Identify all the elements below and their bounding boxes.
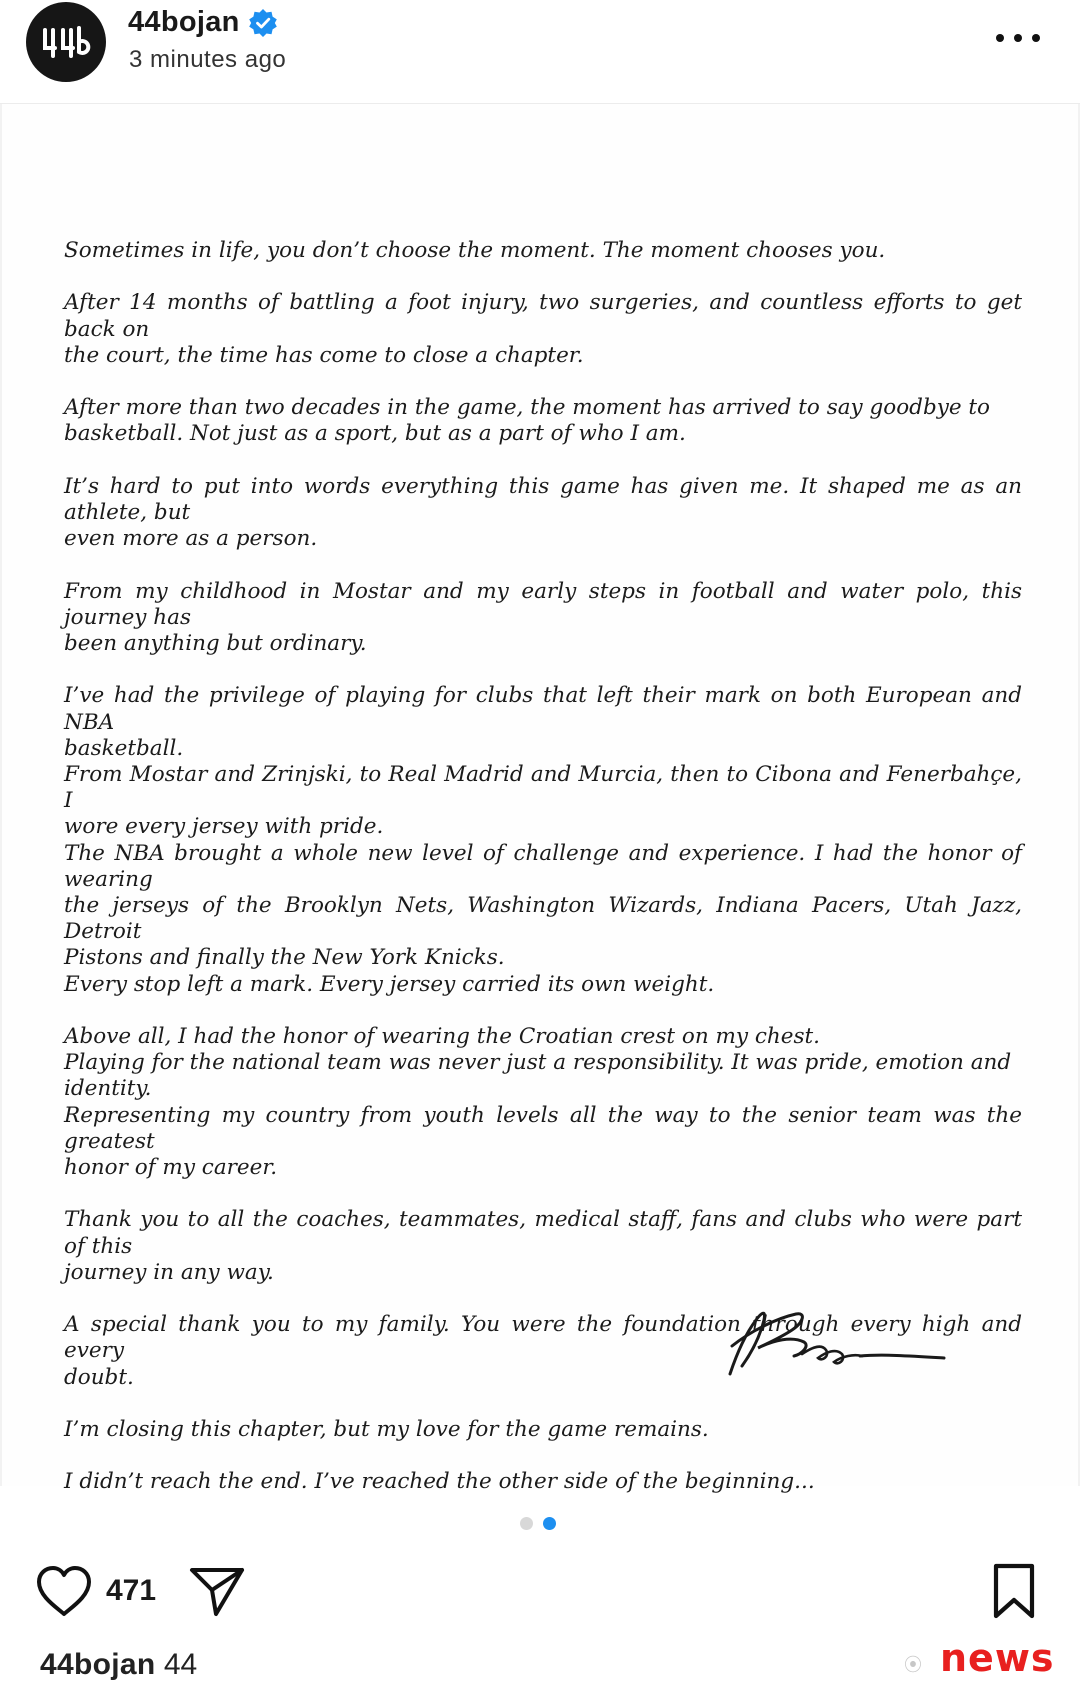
- username[interactable]: 44bojan: [128, 6, 240, 38]
- post-caption: [40, 1648, 197, 1682]
- verified-badge-icon: [248, 8, 278, 38]
- letter-line: identity.: [64, 1076, 152, 1102]
- caption-text: 44: [163, 1648, 198, 1681]
- letter-paragraph: [64, 1417, 1022, 1443]
- letter-line: basketball. Not just as a sport, but as a part of who I am.: [64, 421, 686, 447]
- letter-paragraph: [64, 290, 1022, 369]
- letter-line: honor of my career.: [64, 1155, 278, 1181]
- letter-paragraph: [64, 1207, 1022, 1286]
- letter-line: been anything but ordinary.: [64, 630, 367, 656]
- letter-paragraph: [64, 579, 1022, 658]
- news-watermark: [904, 1636, 1055, 1680]
- letter-line: The NBA brought a whole new level of challenge and experience. I had the honor of wearing: [64, 840, 1022, 892]
- more-dot: [1032, 34, 1040, 42]
- letter-line: Thank you to all the coaches, teammates, medical staff, fans and clubs who were part of this: [64, 1207, 1022, 1259]
- heart-outline-icon[interactable]: [34, 1564, 94, 1620]
- letter-paragraph: [64, 395, 1022, 447]
- letter-line: journey in any way.: [64, 1259, 274, 1285]
- letter-line: the court, the time has come to close a chapter.: [64, 342, 584, 368]
- letter-line: Above all, I had the honor of wearing the Croatian crest on my chest.: [64, 1024, 820, 1049]
- letter-line: From Mostar and Zrinjski, to Real Madrid and Murcia, then to Cibona and Fenerbahçe, I: [64, 761, 1022, 814]
- post-header: [0, 0, 1080, 104]
- letter-line: A special thank you to my family. You were the foundation through every high and every: [64, 1312, 1022, 1364]
- avatar[interactable]: [26, 2, 106, 82]
- letter-line: I’ve had the privilege of playing for clubs that left their mark on both European and NBA: [64, 683, 1022, 735]
- letter-line: Sometimes in life, you don’t choose the moment. The moment chooses you.: [64, 238, 886, 263]
- more-dot: [1014, 34, 1022, 42]
- watermark-logo-icon: ⦿: [904, 1655, 922, 1676]
- signature-icon: [722, 1296, 952, 1386]
- caption-username[interactable]: 44bojan: [40, 1648, 156, 1681]
- letter-line: After more than two decades in the game, the moment has arrived to say goodbye to: [64, 395, 990, 421]
- carousel-dot[interactable]: [520, 1517, 533, 1530]
- letter-line: even more as a person.: [64, 526, 318, 552]
- letter-line: It’s hard to put into words everything this game has given me. It shaped me as an athlete, but: [64, 473, 1022, 525]
- avatar-logo-icon: [41, 22, 91, 62]
- letter-line: Representing my country from youth levels all the way to the senior team was the greatest: [64, 1102, 1022, 1154]
- more-dot: [996, 34, 1004, 42]
- letter-line: the jerseys of the Brooklyn Nets, Washington Wizards, Indiana Pacers, Utah Jazz, Detroit: [64, 893, 1022, 945]
- watermark-text: news: [940, 1636, 1055, 1680]
- letter-paragraph: [64, 683, 1022, 997]
- letter-line: basketball.: [64, 735, 184, 761]
- letter-line: From my childhood in Mostar and my early steps in football and water polo, this journey has: [64, 578, 1022, 630]
- letter-paragraph: [64, 1469, 1022, 1495]
- letter-line: Playing for the national team was never just a responsibility. It was pride, emotion and: [64, 1050, 1012, 1076]
- letter-paragraph: [64, 1024, 1022, 1181]
- letter-line: I’m closing this chapter, but my love for the game remains.: [64, 1417, 709, 1442]
- letter-paragraph: [64, 474, 1022, 553]
- letter-line: doubt.: [64, 1364, 134, 1390]
- bookmark-outline-icon[interactable]: [990, 1562, 1038, 1620]
- action-bar: [0, 1560, 1080, 1630]
- letter-line: After 14 months of battling a foot injury, two surgeries, and countless efforts to get back on: [64, 290, 1022, 342]
- letter-line: I didn’t reach the end. I’ve reached the other side of the beginning...: [64, 1469, 815, 1495]
- letter-line: Pistons and finally the New York Knicks.: [64, 945, 505, 971]
- carousel-dot-active[interactable]: [543, 1517, 556, 1530]
- paper-plane-icon[interactable]: [188, 1562, 246, 1620]
- letter-line: Every stop left a mark. Every jersey carried its own weight.: [64, 971, 715, 997]
- more-options-icon[interactable]: [996, 26, 1040, 50]
- letter-line: wore every jersey with pride.: [64, 814, 384, 840]
- post-timestamp: 3 minutes ago: [129, 46, 287, 73]
- like-count[interactable]: 471: [106, 1574, 157, 1607]
- post-image-letter[interactable]: [0, 104, 1080, 1495]
- carousel-indicator: [520, 1517, 556, 1530]
- letter-paragraph: [64, 238, 1022, 264]
